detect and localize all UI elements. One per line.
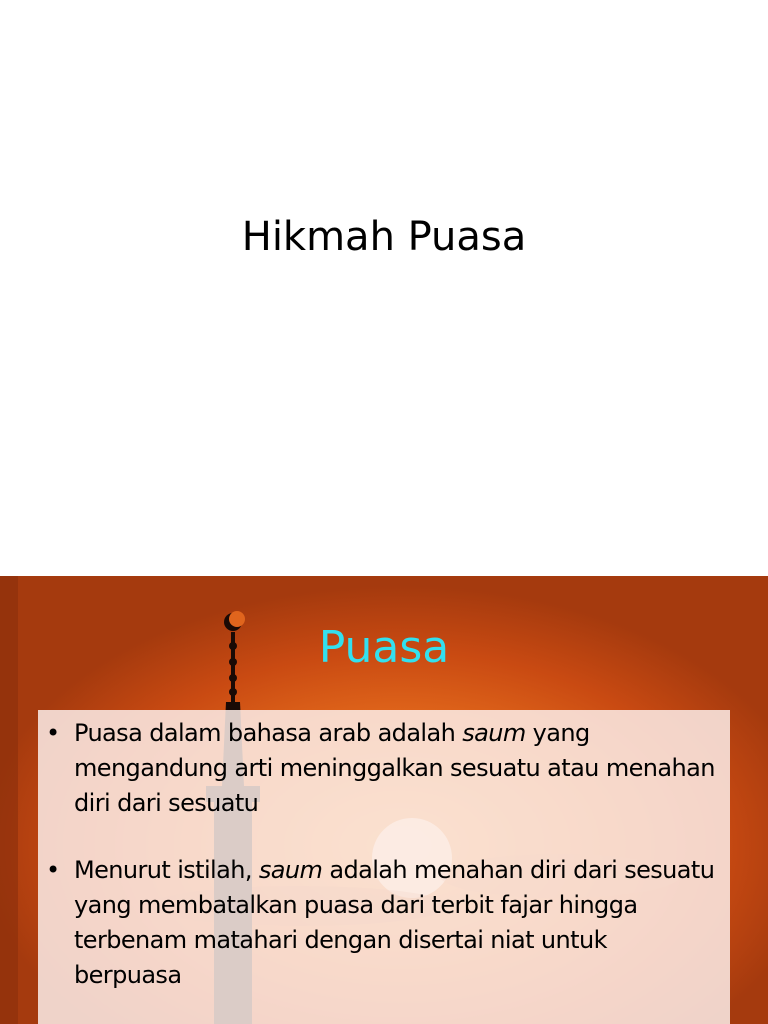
slide-heading: Puasa [318,622,450,673]
bullet-text: Menurut istilah, [74,856,259,884]
content-slide [0,576,768,1024]
bullet-text: adalah menahan diri dari sesuatu yang membatalkan puasa dari terbit fajar hingga terbenam matahari dengan disertai niat untuk berpuasa [74,856,715,989]
bullet-item [46,853,716,993]
bullet-term: saum [258,856,323,884]
slide-title: Hikmah Puasa [241,214,527,260]
bullet-text: Puasa dalam bahasa arab adalah [74,719,463,747]
bullet-list [38,710,730,993]
bullet-term: saum [462,719,526,747]
bullet-icon: • [46,856,60,884]
content-box [38,710,730,1024]
bullet-text: yang mengandung arti meninggalkan sesuatu atau menahan diri dari sesuatu [74,719,715,817]
bullet-icon: • [46,719,60,747]
bullet-item [46,716,716,821]
